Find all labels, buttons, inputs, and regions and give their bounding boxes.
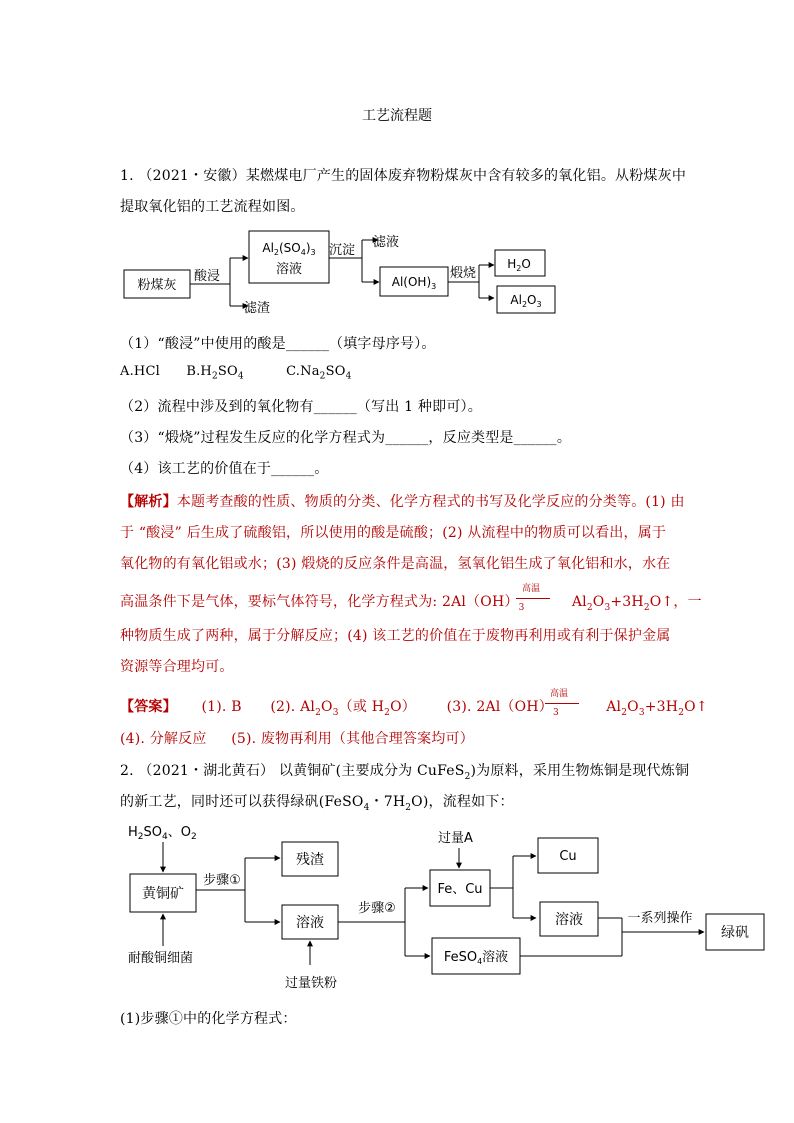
ore-label: 黄铜矿 [142, 886, 184, 902]
q1-stem-line2: 提取氧化铝的工艺流程如图。 [120, 199, 305, 215]
option-c: $C.Na_2SO_4$ [286, 364, 352, 382]
acid-leach-label: 酸浸 [193, 269, 221, 284]
q2-stem-line2: 的新工艺，同时还可以获得绿矾(FeSO$_4$・$7H_2O$)，流程如下： [120, 794, 514, 813]
analysis-line1 [120, 491, 685, 511]
analysis-line5: 种物质生成了两种，属于分解反应；(4) 该工艺的价值在于废物再利用或有利于保护金属 [120, 628, 671, 644]
bacteria-label: 耐酸铜细菌 [128, 951, 194, 966]
oxide-formula: $Al_2O_3$ [510, 293, 542, 309]
answer-5: (5). 废物再利用（其他合理答案均可） [231, 731, 474, 747]
analysis-label: 【解析】 [120, 494, 177, 510]
q1-flow-diagram [115, 225, 565, 320]
ops-label: 一系列操作 [627, 911, 693, 926]
q2-flow-diagram [118, 820, 770, 1000]
q1-sub1: （1）“酸浸”中使用的酸是______（填字母序号）。 [120, 336, 436, 352]
precipitate-label: 沉淀 [328, 243, 356, 258]
analysis-text-1: 本题考查酸的性质、物质的分类、化学方程式的书写及化学反应的分类等。(1) 由 [176, 494, 685, 510]
analysis-condition: 高温 [522, 584, 541, 594]
answer-3b: $Al_2O_3+3H_2O↑$ [606, 699, 708, 718]
option-b: $B.H_2SO_4$ [186, 364, 244, 382]
water-formula: $H_2O$ [507, 257, 531, 273]
q1-stem-line1: 1. （2021・安徽）某燃煤电厂产生的固体废弃物粉煤灰中含有较多的氧化铝。从粉煤灰中 [120, 168, 687, 184]
feed-label: 粉煤灰 [137, 278, 177, 293]
q2-sub1: (1)步骤①中的化学方程式： [120, 1011, 297, 1027]
residue-label: 残渣 [296, 852, 324, 868]
analysis-text-4b: $Al_2O_3+3H_2O↑$，一 [571, 594, 702, 613]
q2-stem-line1: 2. （2021・湖北黄石） 以黄铜矿(主要成分为 CuFeS$_2$)为原料，采用生物炼铜是现代炼铜 [120, 763, 690, 782]
page-title: 工艺流程题 [362, 108, 432, 124]
answer-label: 【答案】 [120, 699, 177, 715]
residue-label: 滤渣 [244, 301, 271, 316]
filtrate-label: 滤液 [373, 235, 400, 250]
calcine-label: 煅烧 [449, 266, 477, 281]
analysis-text-4a: 高温条件下是气体，要标气体符号，化学方程式为: 2Al（OH） [120, 594, 519, 610]
analysis-eq-bar [516, 598, 550, 599]
answer-3a: (3). 2Al（OH） [446, 699, 553, 715]
sulfate-formula: $Al_2(SO_4)_3$ [262, 241, 316, 257]
q1-sub2: （2）流程中涉及到的氧化物有______（写出 1 种即可）。 [120, 399, 482, 415]
answer-line1: 【答案】 (1). B (2). $Al_2O_3$（或 $H_2O$） (3). $2Al(OH)_3$ $Al_2O_3+3H_2O↑$ [120, 699, 708, 718]
analysis-line2: 于 “酸浸” 后生成了硫酸铝，所以使用的酸是硫酸；(2) 从流程中的物质可以看出，属于 [120, 525, 667, 541]
answer-eq-bar [545, 703, 579, 704]
analysis-line4: 高温条件下是气体，要标气体符号，化学方程式为: $2Al(OH)_3$ $Al_2O_3+3H_2O↑$，一 [120, 594, 702, 613]
sulfate-solution-label: 溶液 [275, 262, 303, 277]
answer-condition: 高温 [550, 689, 569, 699]
answer-4: (4). 分解反应 [120, 731, 207, 747]
q1-sub4: （4）该工艺的价值在于______。 [120, 461, 329, 477]
q1-options [120, 364, 352, 382]
answer-line2 [120, 728, 474, 748]
fe-cu-label: Fe、Cu [437, 882, 483, 897]
product-label: 绿矾 [721, 925, 749, 941]
answer-2: (2). $Al_2O_3$（或 $H_2O$） [270, 699, 416, 718]
answer-1: (1). B [201, 699, 242, 715]
step2-label: 步骤② [358, 901, 396, 916]
iron-powder-label: 过量铁粉 [285, 976, 338, 991]
analysis-line3: 氧化物的有氧化铝或水；(3) 煅烧的反应条件是高温，氢氧化铝生成了氧化铝和水，水在 [120, 556, 671, 572]
hydroxide-formula: $Al(OH)_3$ [391, 275, 437, 291]
feso4-label: FeSO$_4$溶液 [443, 950, 509, 966]
cu-label: Cu [559, 849, 577, 864]
excess-a-label: 过量A [438, 831, 473, 846]
solution2-label: 溶液 [555, 912, 583, 928]
analysis-line6: 资源等合理均可。 [120, 659, 234, 675]
option-a: A.HCl [120, 364, 160, 379]
reagents-label: $H_2SO_4$、$O_2$ [128, 825, 197, 842]
step1-label: 步骤① [203, 873, 241, 888]
q1-sub3: （3）“煅烧”过程发生反应的化学方程式为______，反应类型是______。 [120, 430, 572, 446]
solution-label: 溶液 [296, 915, 324, 931]
